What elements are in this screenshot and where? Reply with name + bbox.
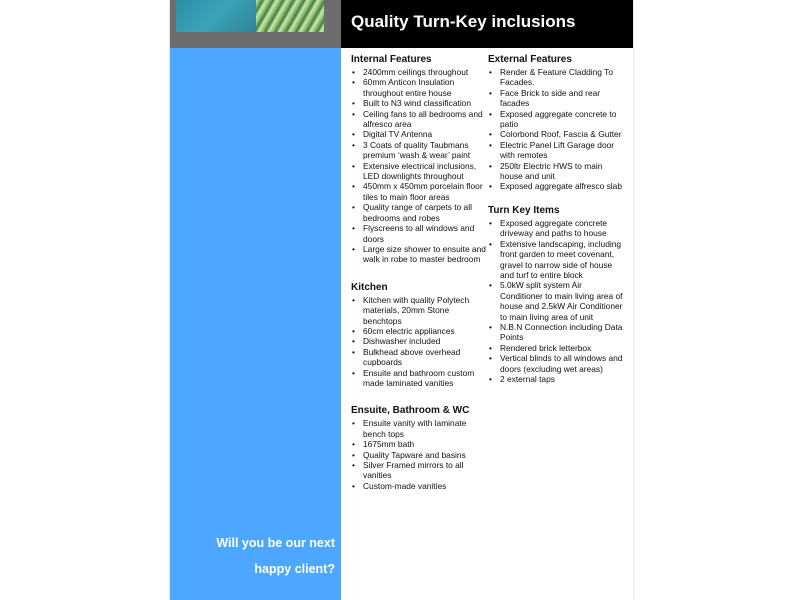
list-item: • Vertical blinds to all windows and doors (excluding wet areas) xyxy=(488,353,627,374)
list-item: • 5.0kW split system Air Conditioner to main living area of house and 2.5kW Air Conditioner to main living area of unit xyxy=(488,280,627,322)
section-title-internal: Internal Features xyxy=(351,54,432,65)
kitchen-list xyxy=(351,295,488,389)
photo-water-image xyxy=(176,0,256,32)
external-features-list xyxy=(488,67,627,192)
tagline xyxy=(175,530,335,582)
list-item: • Render & Feature Cladding To Facades. xyxy=(488,67,627,88)
list-item: • Colorbond Roof, Fascia & Gutter xyxy=(488,129,627,139)
spacer xyxy=(351,388,488,405)
left-column xyxy=(170,0,341,600)
list-item: • Rendered brick letterbox xyxy=(488,343,627,353)
list-item: • Large size shower to ensuite and walk in robe to master bedroom xyxy=(351,244,488,265)
list-item: • 2400mm ceilings throughout xyxy=(351,67,488,77)
page-title: Quality Turn-Key inclusions xyxy=(351,12,576,31)
brochure-page xyxy=(170,0,633,600)
list-item: • 60cm electric appliances xyxy=(351,326,488,336)
list-item: • 3 Coats of quality Taubmans premium ‘wash & wear’ paint xyxy=(351,140,488,161)
list-item: • Silver Framed mirrors to all vanities xyxy=(351,460,488,481)
list-item: • Bulkhead above overhead cupboards xyxy=(351,347,488,368)
list-item: • Exposed aggregate alfresco slab xyxy=(488,181,627,191)
list-item: • Extensive electrical inclusions, LED downlights throughout xyxy=(351,161,488,182)
list-item: • 1675mm bath xyxy=(351,439,488,449)
ensuite-list xyxy=(351,418,488,491)
list-item: • Exposed aggregate concrete to patio xyxy=(488,109,627,130)
list-item: • Extensive landscaping, including front garden to meet covenant, gravel to narrow side of house and turf to entire block xyxy=(488,239,627,281)
section-title-ensuite: Ensuite, Bathroom & WC xyxy=(351,405,470,417)
photo-strip xyxy=(170,0,341,48)
list-item: • Flyscreens to all windows and doors xyxy=(351,223,488,244)
list-item: • 60mm Anticon Insulation throughout entire house xyxy=(351,77,488,98)
list-item: • Digital TV Antenna xyxy=(351,129,488,139)
list-item: • Dishwasher included xyxy=(351,336,488,346)
list-item: • Built to N3 wind classification xyxy=(351,98,488,108)
list-item: • Ceiling fans to all bedrooms and alfresco area xyxy=(351,109,488,130)
list-item: • 2 external taps xyxy=(488,374,627,384)
photo-palm-leaf-image xyxy=(256,0,324,32)
internal-features-list xyxy=(351,67,488,265)
section-title-turnkey: Turn Key Items xyxy=(488,204,560,216)
list-item: • Face Brick to side and rear facades xyxy=(488,88,627,109)
list-item: • 450mm x 450mm porcelain floor tiles to main floor areas xyxy=(351,181,488,202)
spacer xyxy=(488,192,627,205)
turnkey-items-list xyxy=(488,218,627,385)
header-bar xyxy=(341,0,633,48)
blue-side-panel xyxy=(170,48,341,600)
inclusions-column-left xyxy=(351,54,488,491)
list-item: • Quality range of carpets to all bedrooms and robes xyxy=(351,202,488,223)
list-item: • Custom-made vanities xyxy=(351,481,488,491)
spacer xyxy=(351,265,488,282)
list-item: • Ensuite vanity with laminate bench tops xyxy=(351,418,488,439)
list-item: • 250ltr Electric HWS to main house and unit xyxy=(488,161,627,182)
section-title-kitchen: Kitchen xyxy=(351,281,388,293)
list-item: • Exposed aggregate concrete driveway and paths to house xyxy=(488,218,627,239)
section-title-external: External Features xyxy=(488,54,572,65)
list-item: • Kitchen with quality Polytech materials, 20mm Stone benchtops xyxy=(351,295,488,326)
tagline-line-2: happy client? xyxy=(254,562,335,576)
list-item: • Ensuite and bathroom custom made laminated vanities xyxy=(351,368,488,389)
list-item: • Quality Tapware and basins xyxy=(351,450,488,460)
inclusions-column-right xyxy=(488,54,627,384)
list-item: • N.B.N Connection including Data Points xyxy=(488,322,627,343)
list-item: • Electric Panel Lift Garage door with remotes xyxy=(488,140,627,161)
tagline-line-1: Will you be our next xyxy=(216,536,335,550)
